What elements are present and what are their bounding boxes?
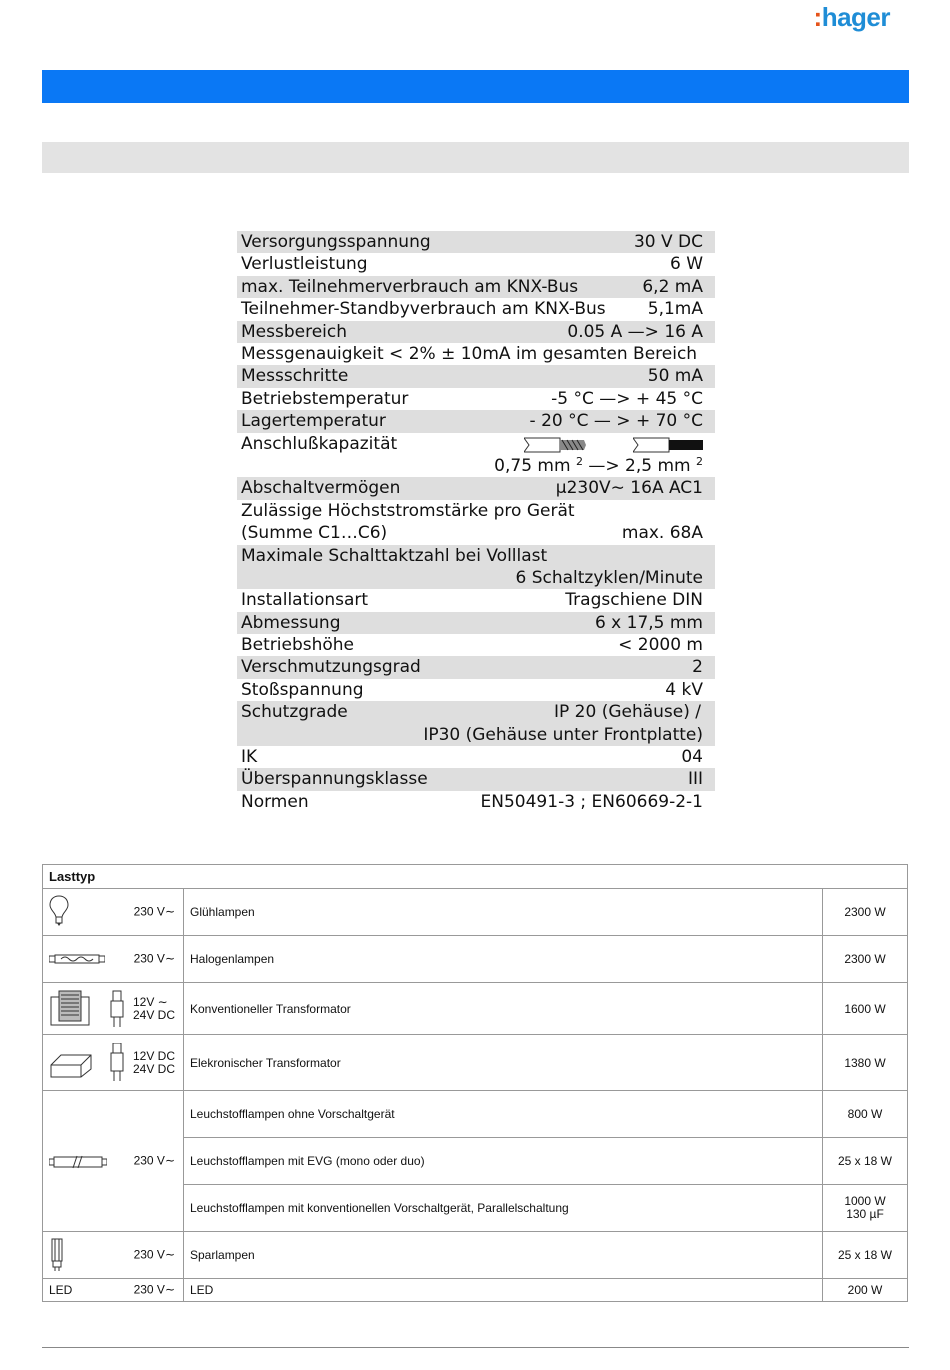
spec-row [237, 231, 715, 253]
load-row-incandescent: 230 V∼ Glühlampen 2300 W [43, 889, 908, 936]
spec-value: - 20 °C — > + 70 °C [529, 411, 703, 432]
spec-value: µ230V∼ 16A AC1 [555, 478, 703, 499]
spec-row-protection: Schutzgrade IP 20 (Gehäuse) / IP30 (Gehäuse unter Frontplatte) [237, 701, 715, 746]
spec-label: Messgenauigkeit < 2% ± 10mA im gesamten Bereich [241, 343, 698, 364]
spec-label: Stoßspannung [241, 679, 364, 700]
load-row-fluorescent-1: 230 V∼ Leuchstofflampen ohne Vorschaltgerät 800 W [43, 1091, 908, 1138]
spec-value: 6 W [669, 254, 703, 275]
spec-row [237, 656, 715, 678]
spec-row-connection: Anschlußkapazität 0,75 mm $^2$ —> 2,5 mm $^2$ [237, 433, 715, 478]
spec-row [237, 276, 715, 298]
spec-label: IK [241, 747, 258, 768]
footer-rule [42, 1347, 909, 1348]
spec-label: Teilnehmer-Standbyverbrauch am KNX-Bus [241, 299, 606, 320]
spec-label: Lagertemperatur [241, 411, 386, 432]
spec-value: < 2000 m [618, 635, 703, 656]
spec-row [237, 321, 715, 343]
spec-label: max. Teilnehmerverbrauch am KNX-Bus [241, 276, 579, 297]
load-row-fluorescent-3: Leuchstofflampen mit konventionellen Vorschaltgerät, Parallelschaltung 1000 W 130 µF [43, 1185, 908, 1232]
load-row-energy-saving: 230 V∼ Sparlampen 25 x 18 W [43, 1232, 908, 1279]
load-type-table [42, 864, 908, 1302]
hager-logo: :hager [813, 2, 890, 32]
spec-value: III [687, 769, 703, 790]
spec-value: -5 °C —> + 45 °C [551, 388, 703, 409]
load-row-led: LED 230 V∼ LED 200 W [43, 1279, 908, 1302]
bulb-icon [49, 895, 69, 927]
voltage-conventional: 12V ∼ 24V DC [132, 994, 175, 1022]
spec-label: Abmessung [241, 612, 341, 633]
spec-value: 04 [681, 747, 703, 768]
spec-row [237, 589, 715, 611]
spec-row [237, 791, 715, 813]
spec-label: Überspannungsklasse [241, 769, 428, 790]
spec-row [237, 768, 715, 790]
spec-value: Tragschiene DIN [565, 590, 703, 611]
spec-table [237, 231, 715, 813]
spec-row [237, 298, 715, 320]
spec-label: Betriebstemperatur [241, 388, 409, 409]
title-bar [42, 70, 909, 103]
halogen-icon [49, 953, 105, 965]
spec-value: 6,2 mA [642, 276, 703, 297]
section-bar [42, 142, 909, 173]
spec-row [237, 410, 715, 432]
spec-row [237, 477, 715, 499]
transformer-icon [49, 989, 139, 1029]
spec-label: Verlustleistung [241, 254, 368, 275]
load-table-header: Lasttyp [43, 865, 908, 889]
voltage-electronic: 12V DC 24V DC [132, 1048, 175, 1076]
spec-label: Betriebshöhe [241, 635, 355, 656]
spec-value: 50 mA [647, 366, 703, 387]
spec-label: Verschmutzungsgrad [241, 657, 421, 678]
spec-value: 30 V DC [633, 232, 703, 252]
load-row-transformer: 12V ∼ 24V DC Konventioneller Transformator 1600 W [43, 983, 908, 1035]
spec-label: Messschritte [241, 366, 349, 387]
spec-label: Versorgungsspannung [241, 232, 431, 252]
spec-row-max-current: Zulässige Höchststromstärke pro Gerät (Summe C1…C6) max. 68A [241, 500, 703, 544]
spec-label: Normen [241, 791, 309, 812]
spec-value: 5,1mA [647, 299, 703, 320]
spec-label: Abschaltvermögen [241, 478, 401, 499]
spec-row [237, 253, 715, 275]
load-row-halogen: 230 V∼ Halogenlampen 2300 W [43, 936, 908, 983]
spec-value: 0.05 A —> 16 A [567, 321, 703, 342]
load-row-fluorescent-2: Leuchstofflampen mit EVG (mono oder duo) 25 x 18 W [43, 1138, 908, 1185]
spec-row [237, 388, 715, 410]
spec-row [237, 679, 715, 701]
wire-stranded-icon [524, 437, 598, 453]
spec-label: Installationsart [241, 590, 369, 611]
electronic-transformer-icon [49, 1043, 139, 1083]
spec-row [237, 634, 715, 656]
spec-value: 4 kV [665, 679, 703, 700]
fluorescent-tube-icon [49, 1155, 107, 1169]
energy-saving-lamp-icon [51, 1238, 63, 1272]
spec-value: 6 x 17,5 mm [594, 612, 703, 633]
spec-row [237, 365, 715, 387]
spec-label: Messbereich [241, 321, 348, 342]
spec-row [237, 612, 715, 634]
spec-row-switch-cycles: Maximale Schalttaktzahl bei Volllast 6 Schaltzyklen/Minute [237, 545, 715, 590]
load-row-electronic-transformer: 12V DC 24V DC Elekronischer Transformator 1380 W [43, 1035, 908, 1091]
wire-solid-icon [633, 437, 707, 453]
spec-row [237, 746, 715, 768]
spec-row [237, 343, 715, 365]
spec-value: EN50491-3 ; EN60669-2-1 [480, 791, 703, 812]
spec-value: 2 [692, 657, 703, 678]
